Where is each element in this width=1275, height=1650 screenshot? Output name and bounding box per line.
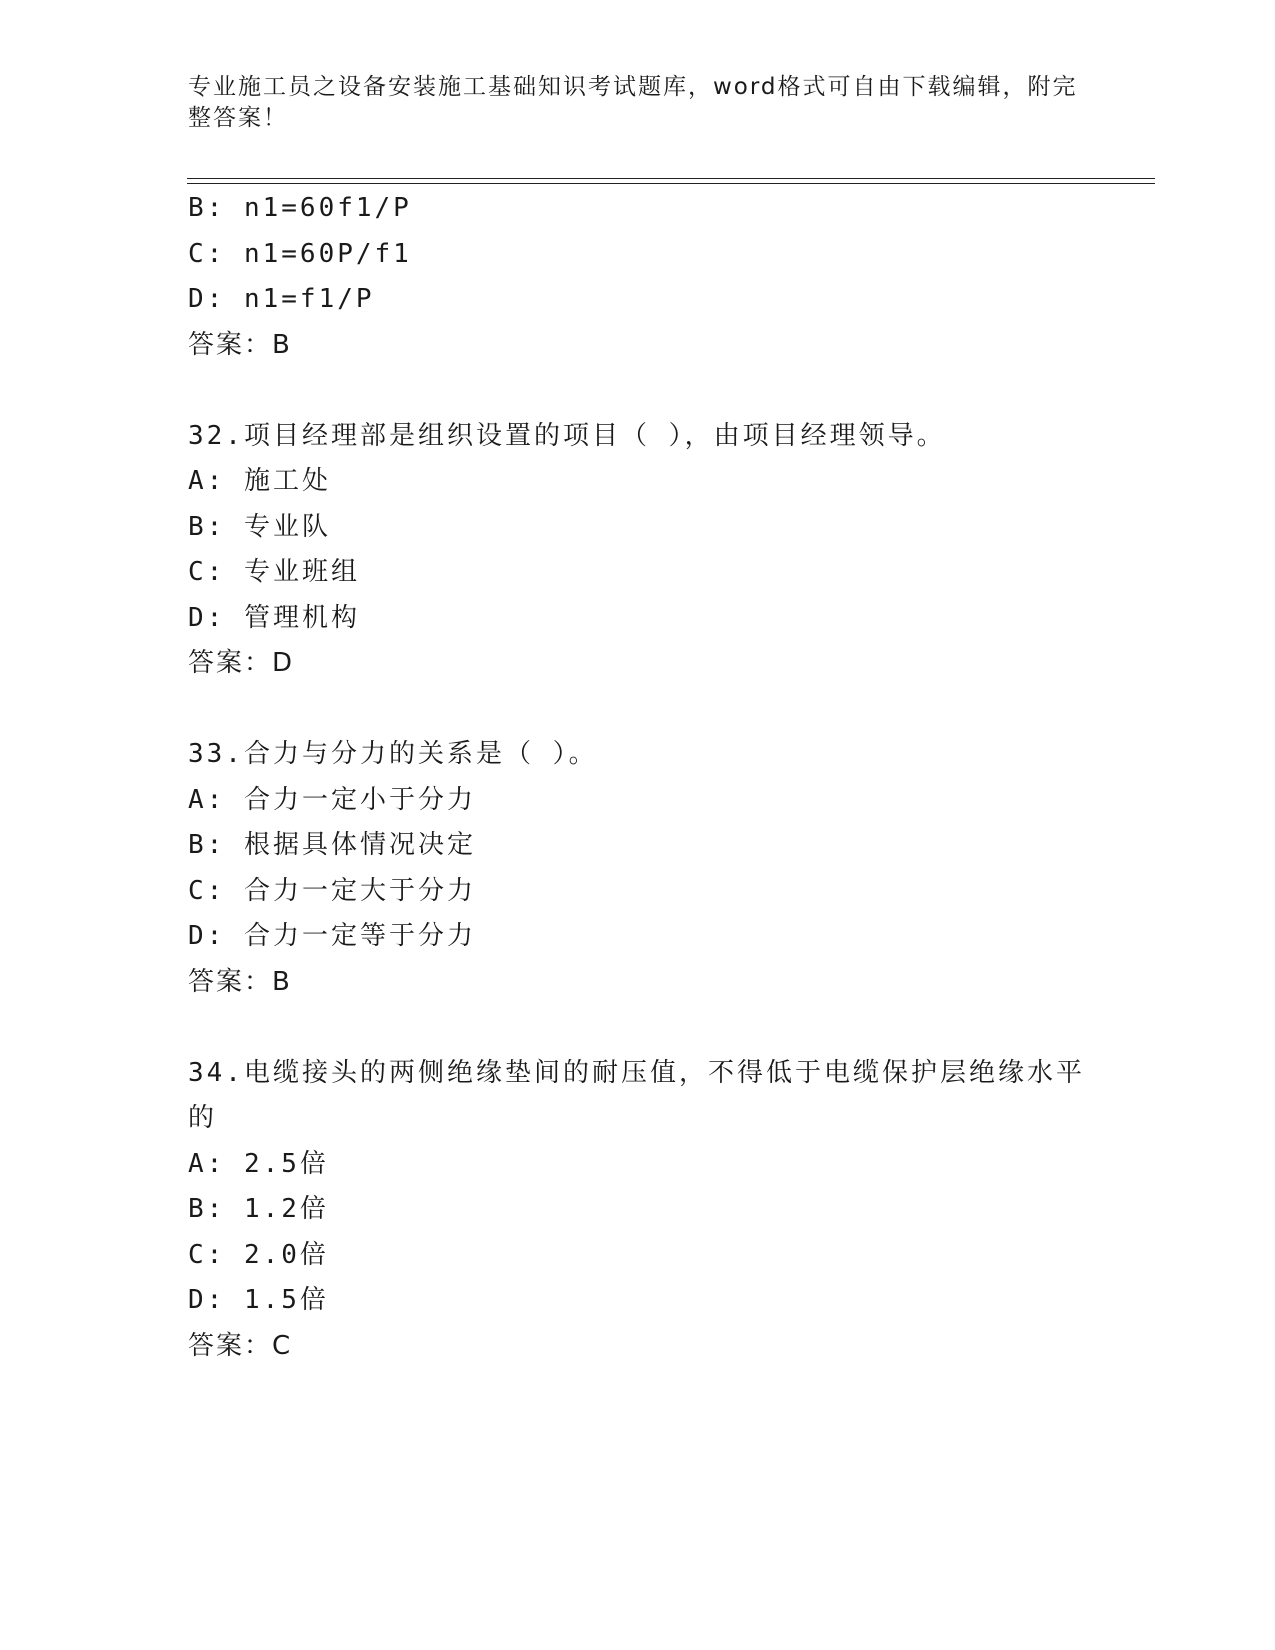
option-d: D: 1.5倍 (188, 1285, 329, 1315)
question-stem-line-1: 34.电缆接头的两侧绝缘垫间的耐压值，不得低于电缆保护层绝缘水平 (188, 1057, 1085, 1088)
option-b: B: 专业队 (188, 511, 331, 542)
question-32 (188, 414, 1088, 687)
answer-line: 答案：B (188, 966, 292, 997)
header-text-line-2: 整答案！ (188, 105, 288, 131)
answer-line: 答案：C (188, 1330, 293, 1361)
header-text-line-1: 专业施工员之设备安装施工基础知识考试题库，word格式可自由下载编辑，附完 (188, 74, 1078, 100)
option-b: B: 根据具体情况决定 (188, 830, 476, 860)
answer-line: 答案：D (188, 648, 295, 678)
option-c: C: 专业班组 (188, 557, 360, 587)
header-divider-bottom (187, 183, 1155, 184)
option-b: B: n1=60f1/P (188, 193, 412, 223)
option-c: C: 合力一定大于分力 (188, 875, 476, 906)
question-stem-line-2: 的 (188, 1103, 218, 1133)
question-34 (188, 1051, 1088, 1370)
option-d: D: 合力一定等于分力 (188, 921, 476, 951)
header-divider-top (187, 178, 1155, 179)
option-c: C: n1=60P/f1 (188, 238, 412, 269)
option-d: D: 管理机构 (188, 602, 360, 633)
option-b: B: 1.2倍 (188, 1194, 329, 1224)
option-c: C: 2.0倍 (188, 1239, 329, 1270)
question-33 (188, 732, 1088, 1005)
option-a: A: 合力一定小于分力 (188, 784, 476, 815)
question-stem: 33.合力与分力的关系是（ ）。 (188, 739, 598, 769)
question-list (188, 186, 1088, 1369)
option-a: A: 2.5倍 (188, 1148, 329, 1179)
question-stem: 32.项目经理部是组织设置的项目（ ），由项目经理领导。 (188, 420, 946, 451)
document-header (188, 72, 1078, 134)
option-d: D: n1=f1/P (188, 284, 375, 314)
option-a: A: 施工处 (188, 466, 331, 496)
answer-line: 答案：B (188, 329, 292, 360)
question-31-continued (188, 186, 1088, 368)
